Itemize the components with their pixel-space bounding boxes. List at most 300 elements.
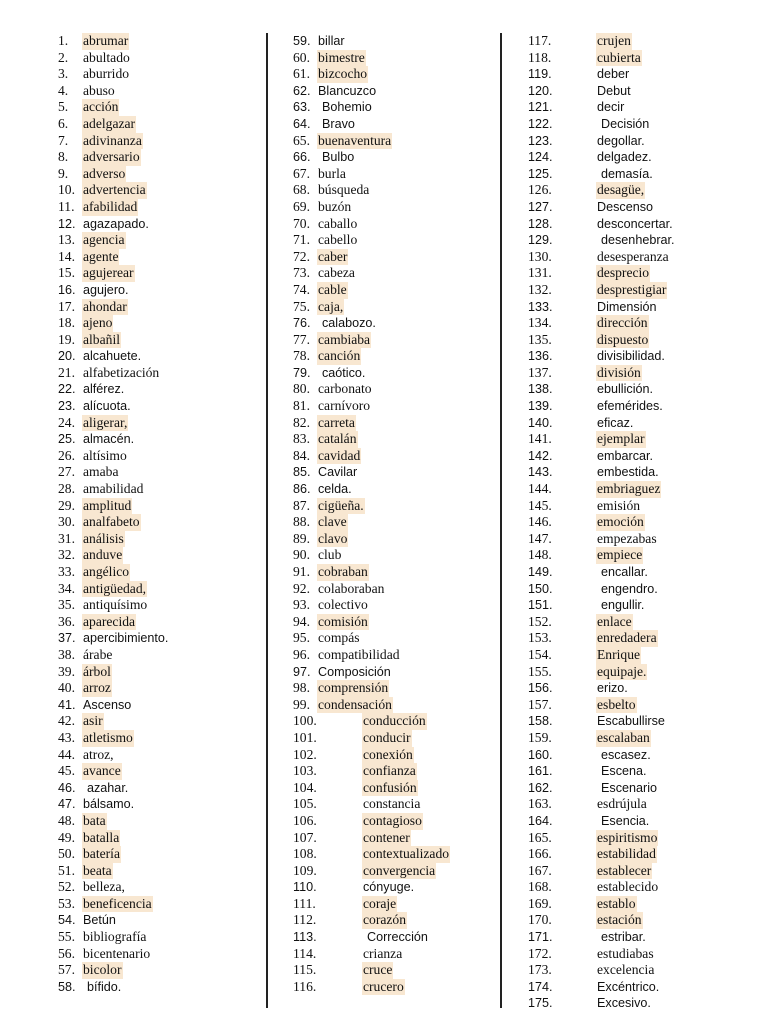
highlighted-word: arroz	[83, 680, 111, 696]
list-item	[528, 398, 763, 415]
item-number: 158.	[528, 714, 553, 729]
word: eficaz.	[597, 415, 634, 430]
list-item	[528, 199, 763, 216]
list-item	[58, 697, 258, 714]
list-item	[293, 83, 498, 100]
highlighted-word: beata	[83, 862, 112, 878]
item-number: 37.	[58, 631, 76, 646]
list-item	[528, 348, 763, 365]
highlighted-word: anduve	[83, 547, 123, 563]
word: estribar.	[601, 930, 646, 945]
item-number: 35.	[58, 597, 75, 613]
list-item	[58, 415, 258, 432]
word: cabello	[318, 232, 358, 248]
word: Decisión	[601, 116, 650, 131]
item-number: 68.	[293, 182, 310, 198]
item-number: 3.	[58, 66, 69, 82]
highlighted-word: adverso	[83, 165, 126, 181]
item-number: 164.	[528, 813, 553, 828]
item-number: 127.	[528, 199, 553, 214]
item-number: 171.	[528, 930, 553, 945]
item-number: 41.	[58, 697, 76, 712]
item-number: 97.	[293, 664, 311, 679]
list-item	[58, 249, 258, 266]
item-number: 48.	[58, 812, 75, 828]
item-number: 169.	[528, 895, 552, 911]
item-number: 8.	[58, 149, 69, 165]
list-item	[293, 332, 498, 349]
word: Corrección	[367, 930, 428, 945]
word: alícuota.	[83, 399, 131, 414]
highlighted-word: afabilidad	[83, 198, 138, 214]
highlighted-word: buenaventura	[318, 132, 392, 148]
highlighted-word: caber	[318, 248, 348, 264]
item-number: 118.	[528, 49, 552, 65]
word: Debut	[597, 83, 631, 98]
highlighted-word: atletismo	[83, 729, 133, 745]
word: buzón	[318, 198, 352, 214]
list-item	[293, 713, 498, 730]
list-item	[528, 630, 763, 647]
item-number: 38.	[58, 646, 75, 662]
item-number: 51.	[58, 862, 75, 878]
item-number: 80.	[293, 381, 310, 397]
highlighted-word: aligerar,	[83, 414, 128, 430]
highlighted-word: enlace	[597, 613, 632, 629]
list-item	[58, 216, 258, 233]
item-number: 42.	[58, 713, 75, 729]
item-number: 103.	[293, 763, 317, 779]
word: Blancuzco	[318, 83, 377, 98]
list-item	[58, 863, 258, 880]
highlighted-word: carreta	[318, 414, 355, 430]
word: alcahuete.	[83, 349, 142, 364]
word: agazapado.	[83, 216, 149, 231]
item-number: 14.	[58, 248, 75, 264]
highlighted-word: angélico	[83, 564, 130, 579]
item-number: 131.	[528, 265, 552, 281]
highlighted-word: conexión	[363, 746, 413, 762]
item-number: 60.	[293, 49, 310, 65]
item-number: 141.	[528, 431, 552, 447]
list-item	[293, 133, 498, 150]
highlighted-word: contagioso	[363, 812, 422, 828]
list-item	[58, 929, 258, 946]
highlighted-word: adversario	[83, 149, 140, 165]
list-item	[528, 879, 763, 896]
item-number: 123.	[528, 133, 553, 148]
list-item	[528, 514, 763, 531]
item-number: 5.	[58, 99, 69, 115]
list-item	[293, 481, 498, 498]
list-item	[528, 498, 763, 515]
item-number: 145.	[528, 497, 552, 513]
item-number: 121.	[528, 100, 553, 115]
list-item	[293, 149, 498, 166]
word: engullir.	[601, 598, 645, 613]
item-number: 16.	[58, 282, 76, 297]
item-number: 168.	[528, 879, 552, 895]
item-number: 114.	[293, 945, 317, 961]
item-number: 91.	[293, 564, 310, 579]
list-item	[528, 730, 763, 747]
item-number: 23.	[58, 399, 76, 414]
list-item	[58, 149, 258, 166]
item-number: 64.	[293, 116, 311, 131]
word: alfabetización	[83, 364, 160, 380]
item-number: 172.	[528, 945, 552, 961]
highlighted-word: asir	[83, 713, 103, 729]
highlighted-word: convergencia	[363, 862, 436, 878]
list-item	[58, 365, 258, 382]
word-column-1	[58, 33, 258, 995]
word: Excesivo.	[597, 996, 651, 1011]
list-item	[58, 912, 258, 929]
item-number: 11.	[58, 198, 75, 214]
highlighted-word: beneficencia	[83, 895, 152, 911]
list-item	[528, 282, 763, 299]
item-number: 25.	[58, 432, 76, 447]
item-number: 129.	[528, 233, 553, 248]
list-item	[528, 664, 763, 681]
word: abuso	[83, 82, 115, 98]
list-item	[293, 730, 498, 747]
word: ebullición.	[597, 382, 654, 397]
word: efemérides.	[597, 399, 663, 414]
item-number: 156.	[528, 681, 553, 696]
list-item	[528, 232, 763, 249]
item-number: 144.	[528, 481, 552, 497]
item-number: 116.	[293, 978, 317, 994]
list-item	[293, 813, 498, 830]
word: club	[318, 547, 342, 563]
word: Escabullirse	[597, 714, 665, 729]
list-item	[528, 50, 763, 67]
list-item	[293, 531, 498, 548]
word: amaba	[83, 464, 119, 480]
word: billar	[318, 34, 345, 48]
item-number: 143.	[528, 465, 553, 480]
highlighted-word: bata	[83, 812, 106, 828]
highlighted-word: cambiaba	[318, 331, 371, 347]
word: delgadez.	[597, 150, 652, 165]
list-item	[58, 381, 258, 398]
highlighted-word: división	[597, 364, 641, 380]
highlighted-word: crujen	[597, 33, 631, 48]
item-number: 90.	[293, 547, 310, 563]
list-item	[58, 431, 258, 448]
list-item	[293, 365, 498, 382]
word: colaboraban	[318, 580, 385, 596]
list-item	[293, 647, 498, 664]
list-item	[528, 531, 763, 548]
item-number: 47.	[58, 797, 76, 812]
item-number: 84.	[293, 447, 310, 463]
list-item	[293, 664, 498, 681]
list-item	[528, 149, 763, 166]
item-number: 150.	[528, 581, 553, 596]
word: divisibilidad.	[597, 349, 665, 364]
item-number: 111.	[293, 895, 316, 911]
word: escasez.	[601, 747, 651, 762]
highlighted-word: clave	[318, 514, 347, 530]
highlighted-word: análisis	[83, 530, 124, 546]
list-item	[293, 415, 498, 432]
list-item	[293, 581, 498, 598]
list-item	[528, 995, 763, 1012]
highlighted-word: ejemplar	[597, 431, 645, 447]
item-number: 136.	[528, 349, 553, 364]
list-item	[293, 796, 498, 813]
item-number: 98.	[293, 680, 310, 696]
highlighted-word: cable	[318, 281, 347, 297]
word: Ascenso	[83, 697, 132, 712]
highlighted-word: bizcocho	[318, 66, 368, 82]
highlighted-word: cubierta	[597, 49, 641, 65]
list-item	[58, 879, 258, 896]
list-item	[528, 365, 763, 382]
item-number: 146.	[528, 514, 552, 530]
item-number: 29.	[58, 497, 75, 513]
item-number: 44.	[58, 746, 75, 762]
word: cabeza	[318, 265, 355, 281]
list-item	[528, 697, 763, 714]
list-item	[528, 448, 763, 465]
list-item	[528, 116, 763, 133]
list-item	[528, 99, 763, 116]
highlighted-word: escalaban	[597, 729, 650, 745]
highlighted-word: confusión	[363, 779, 417, 795]
list-item	[528, 962, 763, 979]
item-number: 76.	[293, 316, 311, 331]
list-item	[293, 614, 498, 631]
word: deber	[597, 67, 630, 82]
item-number: 148.	[528, 547, 552, 563]
item-number: 18.	[58, 315, 75, 331]
list-item	[58, 50, 258, 67]
item-number: 108.	[293, 846, 317, 862]
list-item	[293, 232, 498, 249]
word: apercibimiento.	[83, 631, 169, 646]
item-number: 15.	[58, 265, 75, 281]
item-number: 78.	[293, 348, 310, 364]
item-number: 57.	[58, 962, 75, 978]
list-item	[528, 680, 763, 697]
highlighted-word: contextualizado	[363, 846, 450, 862]
list-item	[293, 166, 498, 183]
word: desesperanza	[597, 248, 669, 264]
list-item	[58, 597, 258, 614]
item-number: 65.	[293, 132, 310, 148]
item-number: 26.	[58, 447, 75, 463]
item-number: 43.	[58, 729, 75, 745]
word: Dimensión	[597, 299, 657, 314]
word: empezabas	[597, 530, 657, 546]
list-item	[58, 962, 258, 979]
item-number: 119.	[528, 67, 552, 82]
highlighted-word: clavo	[318, 530, 348, 546]
word: Descenso	[597, 199, 654, 214]
item-number: 160.	[528, 747, 553, 762]
list-item	[58, 199, 258, 216]
list-item	[528, 614, 763, 631]
word: embestida.	[597, 465, 659, 480]
list-item	[58, 713, 258, 730]
highlighted-word: coraje	[363, 895, 397, 911]
list-item	[293, 879, 498, 896]
item-number: 106.	[293, 812, 317, 828]
highlighted-word: analfabeto	[83, 514, 140, 530]
word: embarcar.	[597, 448, 653, 463]
list-item	[528, 216, 763, 233]
highlighted-word: antigüedad,	[83, 580, 147, 596]
word: agujero.	[83, 282, 129, 297]
item-number: 166.	[528, 846, 552, 862]
item-number: 6.	[58, 115, 69, 131]
highlighted-word: árbol	[83, 663, 111, 679]
list-item	[58, 299, 258, 316]
item-number: 7.	[58, 132, 69, 148]
word: azahar.	[87, 780, 129, 795]
word: erizo.	[597, 681, 628, 696]
word: Bohemio	[322, 100, 372, 115]
list-item	[528, 946, 763, 963]
list-item	[528, 431, 763, 448]
item-number: 69.	[293, 198, 310, 214]
item-number: 149.	[528, 565, 553, 579]
highlighted-word: conducir	[363, 729, 411, 745]
item-number: 132.	[528, 281, 552, 297]
highlighted-word: ahondar	[83, 298, 127, 314]
word: bicentenario	[83, 945, 151, 961]
list-item	[293, 315, 498, 332]
list-item	[528, 381, 763, 398]
highlighted-word: comprensión	[318, 680, 389, 696]
highlighted-word: desagüe,	[597, 182, 645, 198]
item-number: 102.	[293, 746, 317, 762]
item-number: 22.	[58, 382, 76, 397]
list-item	[293, 929, 498, 946]
word: engendro.	[601, 581, 658, 596]
highlighted-word: estación	[597, 912, 642, 928]
word: búsqueda	[318, 182, 370, 198]
word: colectivo	[318, 597, 368, 613]
list-item	[293, 697, 498, 714]
list-item	[293, 299, 498, 316]
item-number: 82.	[293, 414, 310, 430]
item-number: 147.	[528, 530, 552, 546]
item-number: 70.	[293, 215, 310, 231]
item-number: 88.	[293, 514, 310, 530]
list-item	[528, 713, 763, 730]
item-number: 135.	[528, 331, 552, 347]
word: Composición	[318, 664, 391, 679]
list-item	[293, 597, 498, 614]
item-number: 126.	[528, 182, 552, 198]
item-number: 39.	[58, 663, 75, 679]
item-number: 120.	[528, 83, 553, 98]
item-number: 66.	[293, 150, 311, 165]
list-item	[293, 199, 498, 216]
highlighted-word: caja,	[318, 298, 344, 314]
highlighted-word: embriaguez	[597, 481, 661, 497]
list-item	[293, 846, 498, 863]
item-number: 9.	[58, 165, 69, 181]
item-number: 71.	[293, 232, 310, 248]
highlighted-word: abrumar	[83, 33, 129, 48]
word: caballo	[318, 215, 358, 231]
item-number: 63.	[293, 100, 311, 115]
list-item	[58, 348, 258, 365]
list-item	[58, 514, 258, 531]
highlighted-word: cavidad	[318, 447, 361, 463]
highlighted-word: comisión	[318, 613, 368, 629]
item-number: 10.	[58, 182, 75, 198]
item-number: 154.	[528, 646, 552, 662]
word: belleza,	[83, 879, 125, 895]
item-number: 138.	[528, 382, 553, 397]
list-item	[528, 249, 763, 266]
list-item	[528, 912, 763, 929]
item-number: 31.	[58, 530, 75, 546]
item-number: 30.	[58, 514, 75, 530]
list-item	[58, 83, 258, 100]
list-item	[58, 630, 258, 647]
item-number: 162.	[528, 780, 553, 795]
item-number: 167.	[528, 862, 552, 878]
word: Bravo	[322, 116, 355, 131]
list-item	[528, 547, 763, 564]
word: amabilidad	[83, 481, 144, 497]
highlighted-word: desprecio	[597, 265, 650, 281]
list-item	[293, 50, 498, 67]
list-item	[293, 547, 498, 564]
word: decir	[597, 100, 625, 115]
word: cónyuge.	[363, 880, 415, 895]
item-number: 67.	[293, 165, 310, 181]
item-number: 87.	[293, 497, 310, 513]
list-item	[58, 464, 258, 481]
list-item	[293, 498, 498, 515]
item-number: 100.	[293, 713, 317, 729]
word: abultado	[83, 49, 130, 65]
item-number: 49.	[58, 829, 75, 845]
word-column-3	[528, 33, 763, 1012]
list-item	[58, 846, 258, 863]
item-number: 12.	[58, 216, 76, 231]
list-item	[528, 464, 763, 481]
item-number: 81.	[293, 398, 310, 414]
word: Betún	[83, 913, 116, 928]
item-number: 45.	[58, 763, 75, 779]
item-number: 59.	[293, 34, 311, 48]
list-item	[58, 896, 258, 913]
list-item	[293, 348, 498, 365]
word: bálsamo.	[83, 797, 135, 812]
word: caótico.	[322, 365, 366, 380]
word: compás	[318, 630, 360, 646]
highlighted-word: bicolor	[83, 962, 122, 978]
highlighted-word: conducción	[363, 713, 426, 729]
list-item	[528, 83, 763, 100]
word: atroz,	[83, 746, 114, 762]
item-number: 153.	[528, 630, 552, 646]
item-number: 101.	[293, 729, 317, 745]
item-number: 122.	[528, 116, 553, 131]
item-number: 72.	[293, 248, 310, 264]
list-item	[528, 830, 763, 847]
list-item	[58, 332, 258, 349]
